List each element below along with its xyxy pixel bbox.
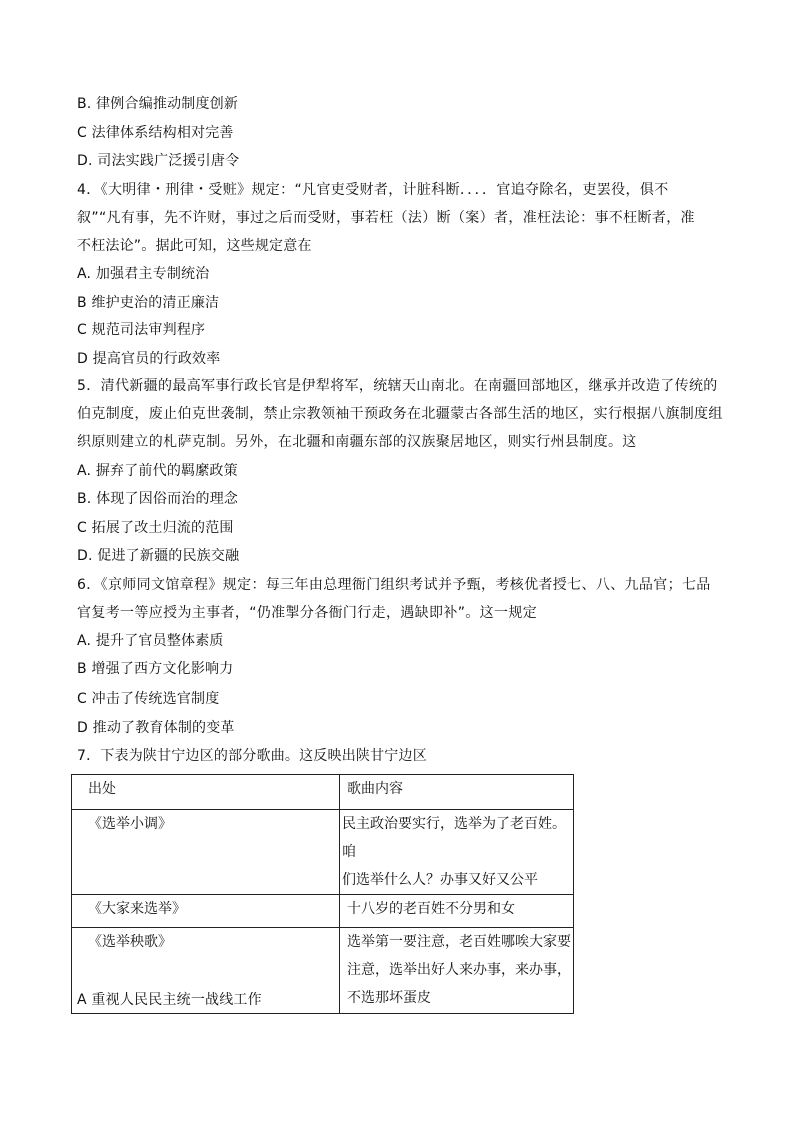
q3-option-c: C 法律体系结构相对完善 [77,125,234,141]
q6-option-a: A. 提升了官员整体素质 [77,633,224,649]
q4-option-a: A. 加强君主专制统治 [77,266,210,282]
table-row [72,810,574,895]
q5-option-a: A. 摒弃了前代的羁縻政策 [77,463,238,479]
table-row [72,895,574,928]
q6-option-d: D 推动了教育体制的变革 [77,720,235,736]
q5-option-c: C 拓展了改土归流的范围 [77,520,234,536]
q7-stem: 7．下表为陕甘宁边区的部分歌曲。这反映出陕甘宁边区 [77,748,427,764]
q6-option-c: C 冲击了传统选官制度 [77,691,220,707]
songs-table [71,774,574,1014]
q6-option-b: B 增强了西方文化影响力 [77,661,234,677]
table-cell-source: 《选举秧歌》 [72,928,340,1014]
q3-option-d: D. 司法实践广泛援引唐令 [77,153,240,169]
table-cell-content: 民主政治要实行，选举为了老百姓。咱 们选举什么人？办事又好又公平 [340,810,574,895]
q5-option-b: B. 体现了因俗而治的理念 [77,491,239,507]
q4-stem-line-1: 4．《大明律・刑律・受赃》规定：“凡官吏受财者，计脏科断．．．．官追夺除名，吏罢役，俱不 [77,182,669,198]
q4-stem-line-3: 不枉法论”。据此可知，这些规定意在 [77,238,312,254]
q3-option-b: B. 律例合编推动制度创新 [77,96,239,112]
table-cell-content: 十八岁的老百姓不分男和女 [340,895,574,928]
q4-option-c: C 规范司法审判程序 [77,322,206,338]
q5-stem-line-1: 5．清代新疆的最高军事行政长官是伊犁将军，统辖天山南北。在南疆回部地区，继承并改造了传统的 [77,378,718,394]
table-cell-source: 《选举小调》 [72,810,340,895]
header-content: 歌曲内容 [340,775,574,810]
q4-stem-line-2: 叙”“凡有事，先不许财，事过之后而受财，事若枉（法）断（案）者，准枉法论：事不枉断者，准 [77,210,695,226]
q5-option-d: D. 促进了新疆的民族交融 [77,548,240,564]
q6-stem-line-1: 6．《京师同文馆章程》规定：每三年由总理衙门组织考试并予甄，考核优者授七、八、九品官；七品 [77,577,711,593]
q5-stem-line-3: 织原则建立的札萨克制。另外，在北疆和南疆东部的汉族聚居地区，则实行州县制度。这 [77,434,637,450]
table-header-row [72,775,574,810]
q5-stem-line-2: 伯克制度，废止伯克世袭制，禁止宗教领袖干预政务在北疆蒙古各部生活的地区，实行根据八旗制度组 [77,406,723,422]
q7-option-a: A 重视人民民主统一战线工作 [77,992,262,1008]
header-source: 出处 [72,775,340,810]
q6-stem-line-2: 官复考一等应授为主事者，“仍准掣分各衙门行走，遇缺即补”。这一规定 [77,605,538,621]
q4-option-b: B 维护吏治的清正廉洁 [77,295,220,311]
q4-option-d: D 提高官员的行政效率 [77,351,221,367]
table-cell-source: 《大家来选举》 [72,895,340,928]
table-cell-content: 选举第一要注意，老百姓哪唉大家要 注意，选举出好人来办事，来办事， 不选那坏蛋皮 [340,928,574,1014]
